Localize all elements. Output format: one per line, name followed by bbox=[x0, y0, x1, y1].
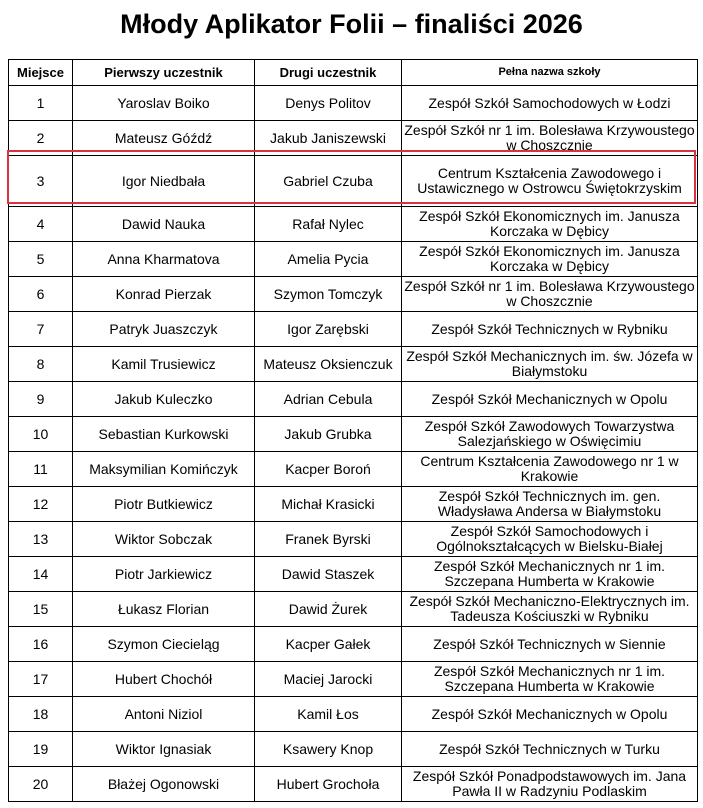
table-row bbox=[9, 382, 698, 417]
second-participant-cell: Kacper Gałek bbox=[255, 627, 402, 662]
place-cell: 8 bbox=[9, 347, 73, 382]
first-participant-cell: Wiktor Sobczak bbox=[73, 522, 255, 557]
table-row bbox=[9, 767, 698, 802]
table-row bbox=[9, 592, 698, 627]
school-cell: Zespół Szkół Zawodowych Towarzystwa Salezjańskiego w Oświęcimiu bbox=[402, 417, 698, 452]
place-cell: 15 bbox=[9, 592, 73, 627]
header-first-participant: Pierwszy uczestnik bbox=[73, 60, 255, 86]
table-row bbox=[9, 312, 698, 347]
place-cell: 3 bbox=[9, 156, 73, 207]
second-participant-cell: Szymon Tomczyk bbox=[255, 277, 402, 312]
school-cell: Zespół Szkół Ekonomicznych im. Janusza Korczaka w Dębicy bbox=[402, 207, 698, 242]
school-cell: Zespół Szkół Technicznych w Rybniku bbox=[402, 312, 698, 347]
table-row bbox=[9, 732, 698, 767]
place-cell: 1 bbox=[9, 86, 73, 121]
first-participant-cell: Piotr Jarkiewicz bbox=[73, 557, 255, 592]
school-cell: Zespół Szkół Mechanicznych w Opolu bbox=[402, 382, 698, 417]
second-participant-cell: Denys Politov bbox=[255, 86, 402, 121]
school-cell: Zespół Szkół Technicznych im. gen. Władysława Andersa w Białymstoku bbox=[402, 487, 698, 522]
place-cell: 19 bbox=[9, 732, 73, 767]
header-place: Miejsce bbox=[9, 60, 73, 86]
table-row bbox=[9, 347, 698, 382]
first-participant-cell: Błażej Ogonowski bbox=[73, 767, 255, 802]
second-participant-cell: Jakub Janiszewski bbox=[255, 121, 402, 156]
first-participant-cell: Anna Kharmatova bbox=[73, 242, 255, 277]
second-participant-cell: Mateusz Oksienczuk bbox=[255, 347, 402, 382]
school-cell: Zespół Szkół Mechaniczno-Elektrycznych im. Tadeusza Kościuszki w Rybniku bbox=[402, 592, 698, 627]
first-participant-cell: Mateusz Góźdź bbox=[73, 121, 255, 156]
first-participant-cell: Patryk Juaszczyk bbox=[73, 312, 255, 347]
table-row-highlighted bbox=[9, 156, 698, 207]
table-row bbox=[9, 86, 698, 121]
place-cell: 4 bbox=[9, 207, 73, 242]
place-cell: 16 bbox=[9, 627, 73, 662]
place-cell: 13 bbox=[9, 522, 73, 557]
school-cell: Zespół Szkół Mechanicznych nr 1 im. Szczepana Humberta w Krakowie bbox=[402, 557, 698, 592]
school-cell: Zespół Szkół Samochodowych w Łodzi bbox=[402, 86, 698, 121]
table-row bbox=[9, 487, 698, 522]
first-participant-cell: Hubert Chochół bbox=[73, 662, 255, 697]
first-participant-cell: Szymon Ciecieląg bbox=[73, 627, 255, 662]
school-cell: Centrum Kształcenia Zawodowego i Ustawicznego w Ostrowcu Świętokrzyskim bbox=[402, 156, 698, 207]
first-participant-cell: Antoni Niziol bbox=[73, 697, 255, 732]
school-cell: Zespół Szkół Ponadpodstawowych im. Jana Pawła II w Radzyniu Podlaskim bbox=[402, 767, 698, 802]
place-cell: 12 bbox=[9, 487, 73, 522]
second-participant-cell: Igor Zarębski bbox=[255, 312, 402, 347]
school-cell: Zespół Szkół nr 1 im. Bolesława Krzywoustego w Choszcznie bbox=[402, 277, 698, 312]
table-row bbox=[9, 417, 698, 452]
second-participant-cell: Maciej Jarocki bbox=[255, 662, 402, 697]
table-row bbox=[9, 697, 698, 732]
second-participant-cell: Dawid Staszek bbox=[255, 557, 402, 592]
first-participant-cell: Dawid Nauka bbox=[73, 207, 255, 242]
school-cell: Zespół Szkół Mechanicznych nr 1 im. Szczepana Humberta w Krakowie bbox=[402, 662, 698, 697]
place-cell: 11 bbox=[9, 452, 73, 487]
place-cell: 14 bbox=[9, 557, 73, 592]
place-cell: 7 bbox=[9, 312, 73, 347]
second-participant-cell: Hubert Grochoła bbox=[255, 767, 402, 802]
school-cell: Zespół Szkół Samochodowych i Ogólnokształcących w Bielsku-Białej bbox=[402, 522, 698, 557]
first-participant-cell: Konrad Pierzak bbox=[73, 277, 255, 312]
second-participant-cell: Franek Byrski bbox=[255, 522, 402, 557]
school-cell: Zespół Szkół Technicznych w Turku bbox=[402, 732, 698, 767]
school-cell: Zespół Szkół Technicznych w Siennie bbox=[402, 627, 698, 662]
place-cell: 2 bbox=[9, 121, 73, 156]
second-participant-cell: Kamil Łos bbox=[255, 697, 402, 732]
first-participant-cell: Maksymilian Komińczyk bbox=[73, 452, 255, 487]
school-cell: Centrum Kształcenia Zawodowego nr 1 w Krakowie bbox=[402, 452, 698, 487]
table-row bbox=[9, 662, 698, 697]
table-header-row bbox=[9, 60, 698, 86]
second-participant-cell: Adrian Cebula bbox=[255, 382, 402, 417]
second-participant-cell: Michał Krasicki bbox=[255, 487, 402, 522]
school-cell: Zespół Szkół Mechanicznych im. św. Józefa w Białymstoku bbox=[402, 347, 698, 382]
table-row bbox=[9, 452, 698, 487]
table-row bbox=[9, 242, 698, 277]
school-cell: Zespół Szkół Mechanicznych w Opolu bbox=[402, 697, 698, 732]
table-row bbox=[9, 557, 698, 592]
first-participant-cell: Łukasz Florian bbox=[73, 592, 255, 627]
table-row bbox=[9, 627, 698, 662]
table-row bbox=[9, 277, 698, 312]
place-cell: 10 bbox=[9, 417, 73, 452]
header-school: Pełna nazwa szkoły bbox=[402, 60, 698, 86]
first-participant-cell: Sebastian Kurkowski bbox=[73, 417, 255, 452]
first-participant-cell: Jakub Kuleczko bbox=[73, 382, 255, 417]
table-row bbox=[9, 121, 698, 156]
first-participant-cell: Piotr Butkiewicz bbox=[73, 487, 255, 522]
school-cell: Zespół Szkół nr 1 im. Bolesława Krzywoustego w Choszcznie bbox=[402, 121, 698, 156]
table-row bbox=[9, 522, 698, 557]
first-participant-cell: Yaroslav Boiko bbox=[73, 86, 255, 121]
second-participant-cell: Gabriel Czuba bbox=[255, 156, 402, 207]
place-cell: 6 bbox=[9, 277, 73, 312]
second-participant-cell: Ksawery Knop bbox=[255, 732, 402, 767]
first-participant-cell: Wiktor Ignasiak bbox=[73, 732, 255, 767]
school-cell: Zespół Szkół Ekonomicznych im. Janusza Korczaka w Dębicy bbox=[402, 242, 698, 277]
page-title: Młody Aplikator Folii – finaliści 2026 bbox=[120, 9, 583, 39]
second-participant-cell: Dawid Żurek bbox=[255, 592, 402, 627]
first-participant-cell: Kamil Trusiewicz bbox=[73, 347, 255, 382]
second-participant-cell: Amelia Pycia bbox=[255, 242, 402, 277]
place-cell: 18 bbox=[9, 697, 73, 732]
second-participant-cell: Jakub Grubka bbox=[255, 417, 402, 452]
finalists-table bbox=[8, 59, 698, 802]
place-cell: 5 bbox=[9, 242, 73, 277]
second-participant-cell: Rafał Nylec bbox=[255, 207, 402, 242]
place-cell: 17 bbox=[9, 662, 73, 697]
header-second-participant: Drugi uczestnik bbox=[255, 60, 402, 86]
first-participant-cell: Igor Niedbała bbox=[73, 156, 255, 207]
second-participant-cell: Kacper Boroń bbox=[255, 452, 402, 487]
place-cell: 9 bbox=[9, 382, 73, 417]
place-cell: 20 bbox=[9, 767, 73, 802]
table-row bbox=[9, 207, 698, 242]
